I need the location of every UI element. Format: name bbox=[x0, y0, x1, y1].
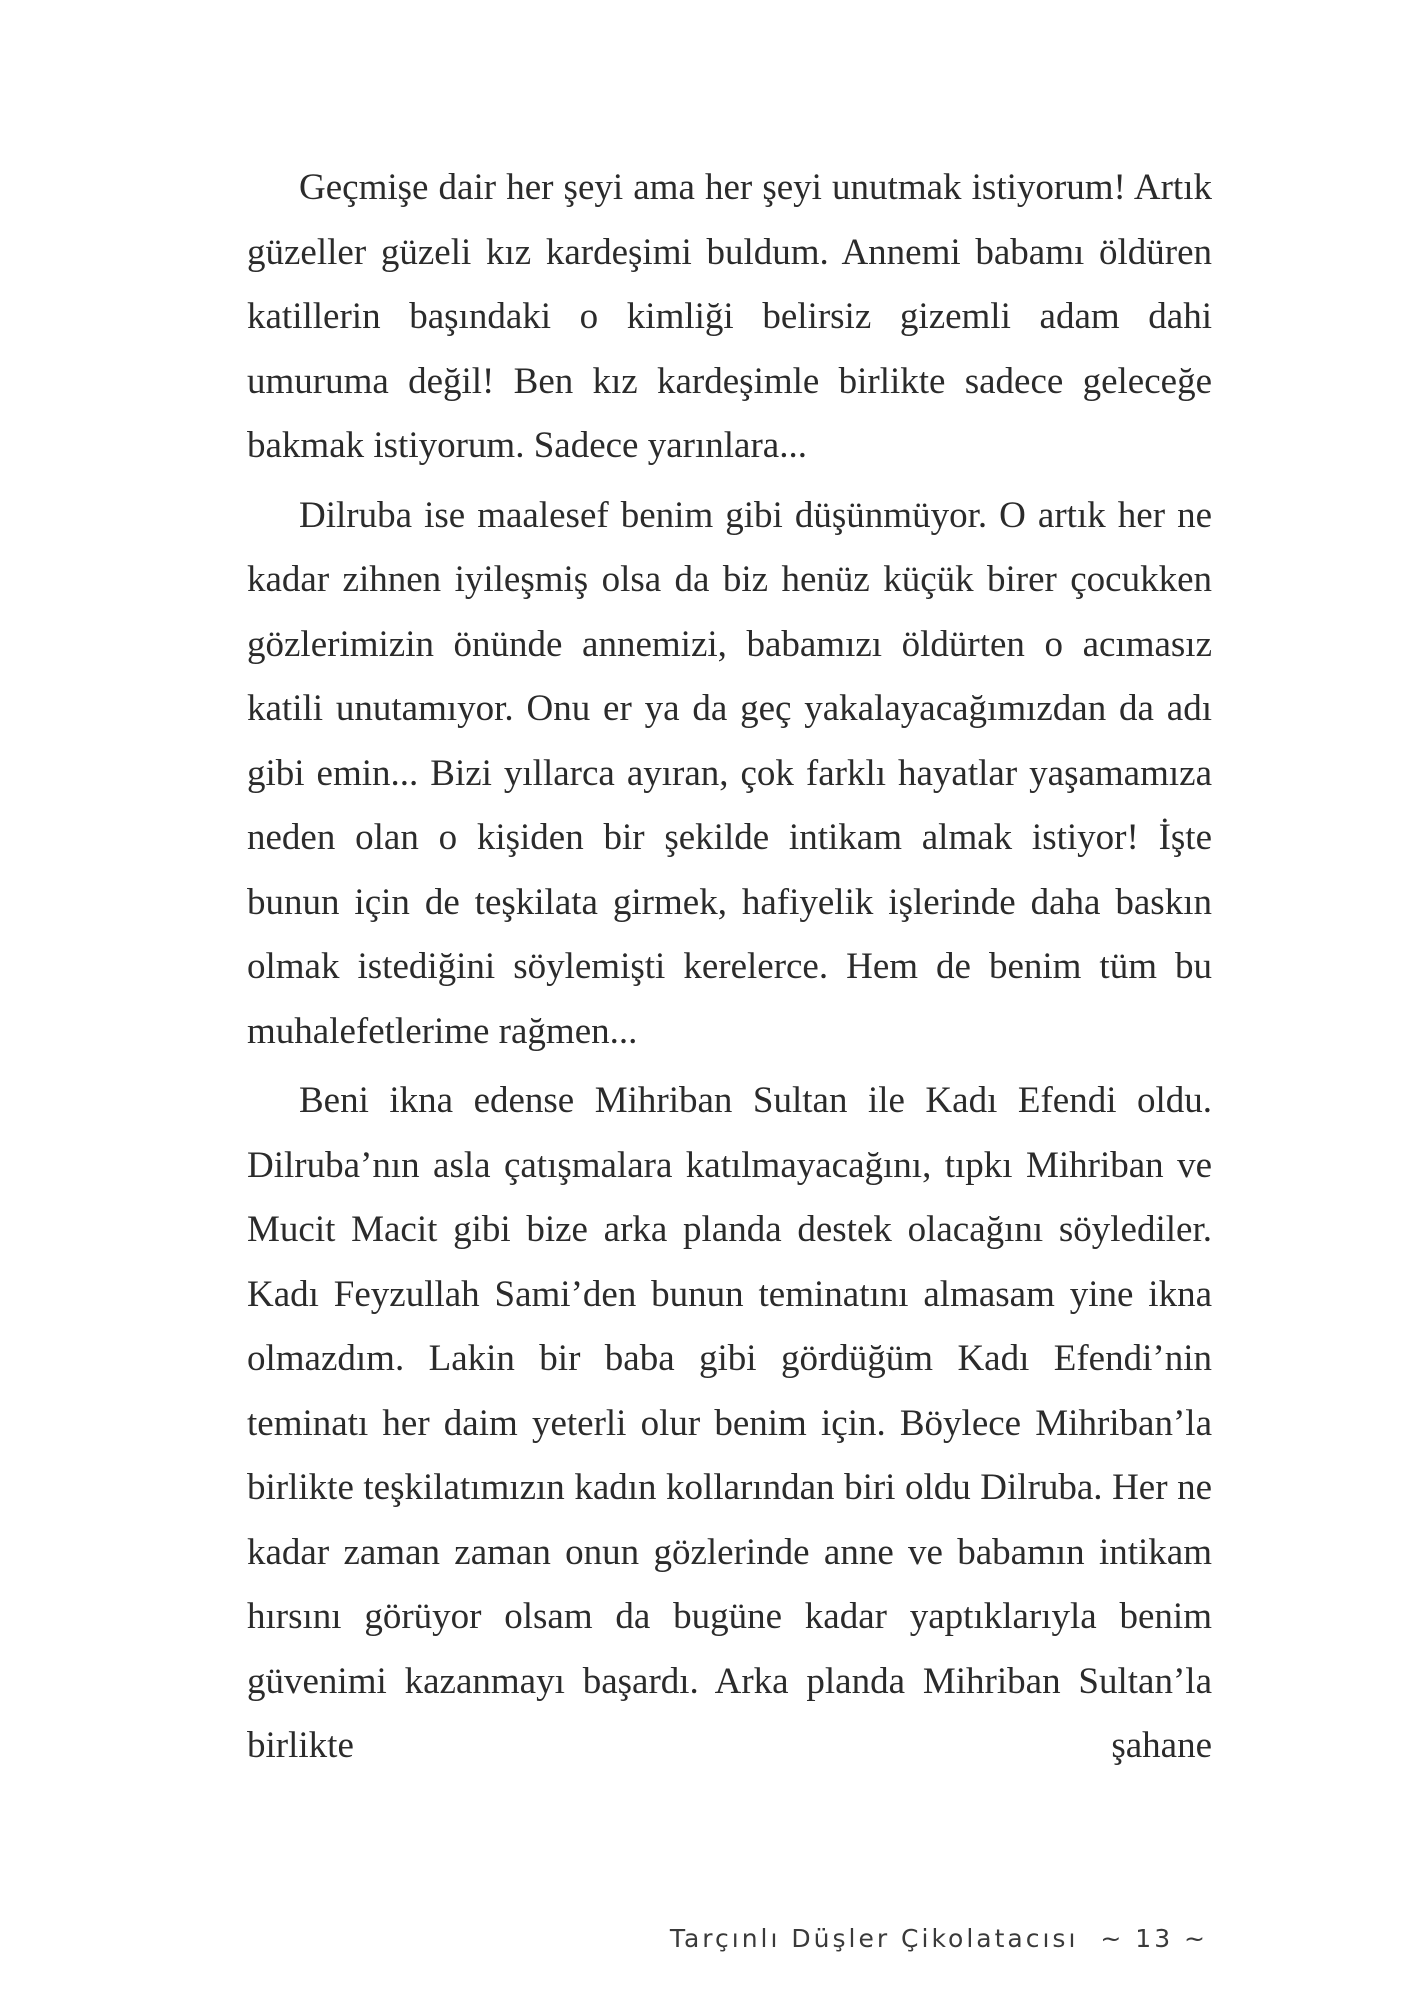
body-text bbox=[247, 156, 1212, 1779]
paragraph: Beni ikna edense Mihriban Sultan ile Kadı Efendi oldu. Dilruba’nın asla çatışmalara katılmayacağını, tıpkı Mihriban ve Mucit Macit gibi bize arka planda destek olacağını söylediler. Kadı Feyzullah Sami’den bunun teminatını almasam yine ikna olmazdım. Lakin bir baba gibi gördüğüm Kadı Efendi’nin teminatı her daim yeterli olur benim için. Böylece Mihriban’la birlikte teşkilatımızın kadın kollarından biri oldu Dilruba. Her ne kadar zaman zaman onun gözlerinde anne ve babamın intikam hırsını görüyor olsam da bugüne kadar yaptıklarıyla benim güvenimi kazanmayı başardı. Arka planda Mihriban Sultan’la birlikte şahane bbox=[247, 1080, 1212, 1766]
running-title: Tarçınlı Düşler Çikolatacısı bbox=[669, 1924, 1079, 1953]
page-number: ~ 13 ~ bbox=[1100, 1924, 1208, 1953]
page-footer bbox=[670, 1924, 1208, 1953]
paragraph: Dilruba ise maalesef benim gibi düşünmüyor. O artık her ne kadar zihnen iyileşmiş olsa da biz henüz küçük birer çocukken gözlerimizin önünde annemizi, babamızı öldürten o acımasız katili unutamıyor. Onu er ya da geç yakalayacağımızdan da adı gibi emin... Bizi yıllarca ayıran, çok farklı hayatlar yaşamamıza neden olan o kişiden bir şekilde intikam almak istiyor! İşte bunun için de teşkilata girmek, hafiyelik işlerinde daha baskın olmak istediğini söylemişti kerelerce. Hem de benim tüm bu muhalefetlerime rağmen... bbox=[247, 494, 1212, 1052]
paragraph: Geçmişe dair her şeyi ama her şeyi unutmak istiyorum! Artık güzeller güzeli kız kardeşimi buldum. Annemi babamı öldüren katillerin başındaki o kimliği belirsiz gizemli adam dahi umuruma değil! Ben kız kardeşimle birlikte sadece geleceğe bakmak istiyorum. Sadece yarınlara... bbox=[247, 167, 1212, 466]
